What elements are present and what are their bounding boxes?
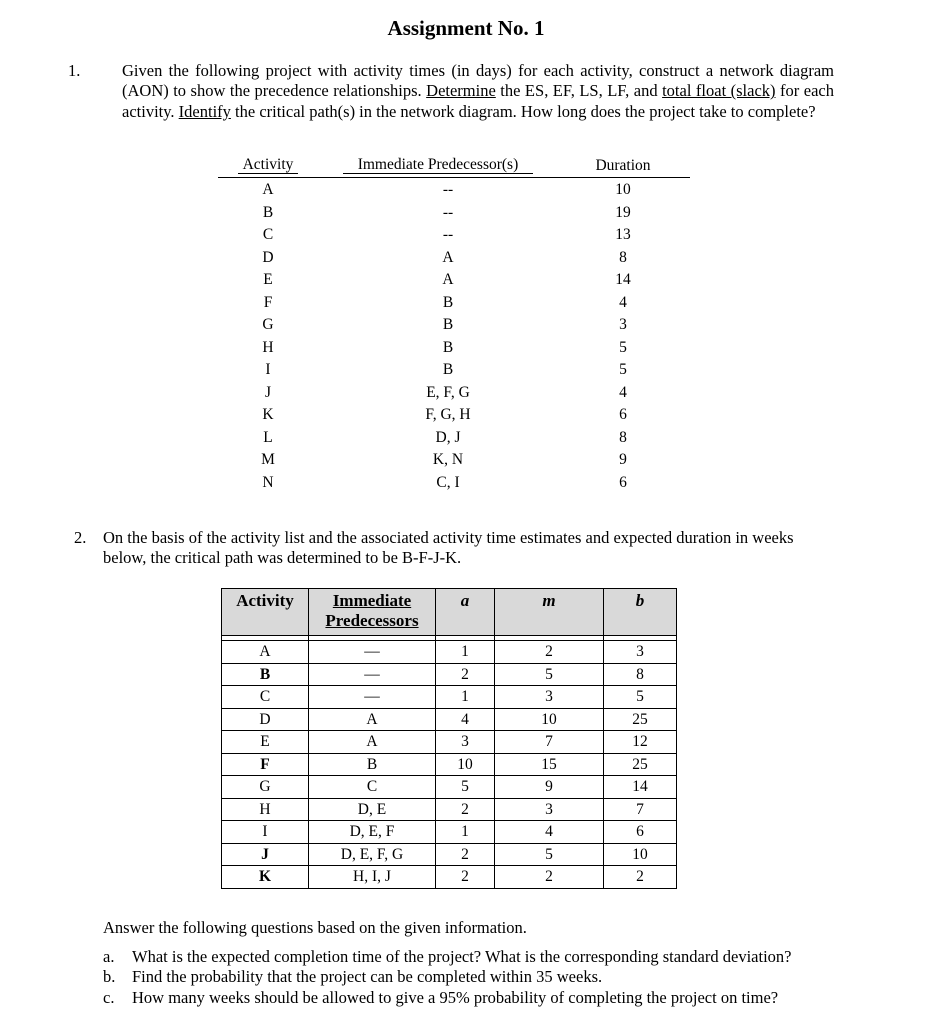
header-predecessors: Immediate Predecessors xyxy=(309,589,436,636)
predecessor-cell: D, J xyxy=(435,428,461,446)
activity-cell: C xyxy=(262,226,274,243)
a-cell: 3 xyxy=(436,731,495,754)
header-activity: Activity xyxy=(238,157,298,174)
duration-cell: 9 xyxy=(619,451,627,468)
activity-cell: J xyxy=(222,843,309,866)
table-row xyxy=(218,246,690,269)
duration-cell: 4 xyxy=(619,383,627,401)
sub-question-text: How many weeks should be allowed to give a 95% probability of completing the project on time? xyxy=(132,988,779,1007)
activity-cell: G xyxy=(262,316,274,333)
question-2-text: On the basis of the activity list and the associated activity time estimates and expected duration in weeks below, the critical path was determined to be B-F-J-K. xyxy=(103,528,794,568)
duration-cell: 19 xyxy=(615,203,631,221)
sub-question-marker: a. xyxy=(103,947,115,966)
sub-question-text: What is the expected completion time of the project? What is the corresponding standard deviation? xyxy=(132,947,792,966)
a-cell: 2 xyxy=(436,663,495,686)
b-cell: 10 xyxy=(604,843,677,866)
predecessor-cell: -- xyxy=(442,181,454,198)
m-cell: 2 xyxy=(495,641,604,664)
m-cell: 4 xyxy=(495,821,604,844)
predecessor-cell: E, F, G xyxy=(426,383,470,401)
header-b: b xyxy=(604,589,677,636)
b-cell: 8 xyxy=(604,663,677,686)
predecessor-cell: A xyxy=(442,271,454,288)
activity-cell: F xyxy=(222,753,309,776)
predecessor-cell: — xyxy=(309,686,436,709)
a-cell: 2 xyxy=(436,798,495,821)
predecessor-cell: A xyxy=(309,731,436,754)
header-duration: Duration xyxy=(595,157,651,174)
table-row xyxy=(222,821,677,844)
sub-question-marker: c. xyxy=(103,988,115,1007)
duration-cell: 4 xyxy=(619,293,627,311)
b-cell: 12 xyxy=(604,731,677,754)
duration-cell: 3 xyxy=(619,316,627,333)
a-cell: 1 xyxy=(436,686,495,709)
b-cell: 2 xyxy=(604,866,677,889)
table-row xyxy=(222,866,677,889)
duration-cell: 5 xyxy=(619,338,627,356)
table-row xyxy=(222,663,677,686)
header-a: a xyxy=(436,589,495,636)
activity-cell: F xyxy=(263,293,273,311)
question-2-number: 2. xyxy=(74,528,87,547)
activity-cell: A xyxy=(262,181,274,198)
duration-cell: 14 xyxy=(615,271,631,288)
table-row xyxy=(218,403,690,426)
predecessor-cell: D, E, F, G xyxy=(309,843,436,866)
activity-table-1 xyxy=(218,155,690,493)
predecessor-cell: A xyxy=(442,248,454,266)
predecessor-cell: A xyxy=(309,708,436,731)
q1-text-part: Given the following project with activity times (in days) for each activity, construct a network diagram (AON) to show the precedence relationships. xyxy=(122,61,834,101)
activity-cell: I xyxy=(222,821,309,844)
predecessor-cell: B xyxy=(309,753,436,776)
predecessor-cell: B xyxy=(442,361,454,378)
predecessor-cell: F, G, H xyxy=(425,406,471,423)
duration-cell: 6 xyxy=(619,406,627,423)
table-2-body xyxy=(222,636,677,889)
predecessor-cell: B xyxy=(442,316,454,333)
table-row xyxy=(222,641,677,664)
activity-cell: A xyxy=(222,641,309,664)
b-cell: 5 xyxy=(604,686,677,709)
m-cell: 7 xyxy=(495,731,604,754)
table-row xyxy=(222,798,677,821)
activity-cell: D xyxy=(262,248,274,266)
question-1-text xyxy=(122,61,834,122)
answer-intro: Answer the following questions based on the given information. xyxy=(103,918,527,937)
a-cell: 1 xyxy=(436,821,495,844)
table-2-header xyxy=(222,589,677,636)
b-cell: 25 xyxy=(604,708,677,731)
activity-cell: E xyxy=(263,271,273,288)
activity-cell: C xyxy=(222,686,309,709)
predecessor-cell: D, E, F xyxy=(309,821,436,844)
activity-cell: K xyxy=(222,866,309,889)
table-row xyxy=(218,268,690,291)
m-cell: 3 xyxy=(495,798,604,821)
m-cell: 5 xyxy=(495,663,604,686)
m-cell: 2 xyxy=(495,866,604,889)
predecessor-cell: — xyxy=(309,641,436,664)
b-cell: 3 xyxy=(604,641,677,664)
table-row xyxy=(222,843,677,866)
activity-cell: B xyxy=(222,663,309,686)
q1-underlined-identify: Identify xyxy=(178,101,231,121)
activity-cell: L xyxy=(263,428,273,446)
header-m: m xyxy=(495,589,604,636)
predecessor-cell: K, N xyxy=(432,451,464,468)
table-row xyxy=(218,201,690,224)
activity-cell: M xyxy=(261,451,275,468)
m-cell: 3 xyxy=(495,686,604,709)
predecessor-cell: C xyxy=(309,776,436,799)
header-predecessors: Immediate Predecessor(s) xyxy=(343,157,533,174)
activity-cell: J xyxy=(264,383,272,401)
activity-cell: K xyxy=(262,406,274,423)
activity-cell: N xyxy=(262,473,274,491)
table-row xyxy=(218,381,690,404)
table-row xyxy=(218,471,690,494)
page-title: Assignment No. 1 xyxy=(387,16,545,40)
question-1-number: 1. xyxy=(68,61,81,80)
activity-cell: B xyxy=(262,203,274,221)
table-row xyxy=(222,731,677,754)
a-cell: 1 xyxy=(436,641,495,664)
duration-cell: 8 xyxy=(619,428,627,446)
table-row xyxy=(218,448,690,471)
q1-text-part: for each activity. xyxy=(122,81,834,121)
table-row xyxy=(222,708,677,731)
table-row xyxy=(222,753,677,776)
activity-table-2 xyxy=(221,588,677,889)
table-row xyxy=(218,291,690,314)
activity-cell: H xyxy=(222,798,309,821)
table-row xyxy=(218,358,690,381)
duration-cell: 5 xyxy=(619,361,627,378)
m-cell: 10 xyxy=(495,708,604,731)
a-cell: 2 xyxy=(436,866,495,889)
table-row xyxy=(222,686,677,709)
table-row xyxy=(222,776,677,799)
duration-cell: 6 xyxy=(619,473,627,491)
table-1-header xyxy=(218,155,690,178)
predecessor-cell: H, I, J xyxy=(309,866,436,889)
m-cell: 9 xyxy=(495,776,604,799)
activity-cell: H xyxy=(262,338,274,356)
table-row xyxy=(218,178,690,201)
duration-cell: 8 xyxy=(619,248,627,266)
a-cell: 2 xyxy=(436,843,495,866)
header-activity: Activity xyxy=(222,589,309,636)
q1-underlined-float: total float (slack) xyxy=(662,81,776,101)
table-1-body xyxy=(218,178,690,493)
table-row xyxy=(218,426,690,449)
m-cell: 5 xyxy=(495,843,604,866)
duration-cell: 10 xyxy=(615,181,631,198)
activity-cell: D xyxy=(222,708,309,731)
activity-cell: I xyxy=(265,361,271,378)
predecessor-cell: B xyxy=(442,293,454,311)
predecessor-cell: D, E xyxy=(309,798,436,821)
table-row xyxy=(218,313,690,336)
a-cell: 10 xyxy=(436,753,495,776)
predecessor-cell: B xyxy=(442,338,454,356)
b-cell: 7 xyxy=(604,798,677,821)
a-cell: 5 xyxy=(436,776,495,799)
table-row xyxy=(218,336,690,359)
b-cell: 14 xyxy=(604,776,677,799)
table-row xyxy=(218,223,690,246)
q1-text-part: the critical path(s) in the network diagram. How long does the project take to complete? xyxy=(230,101,816,121)
duration-cell: 13 xyxy=(615,226,631,243)
a-cell: 4 xyxy=(436,708,495,731)
sub-question-marker: b. xyxy=(103,967,116,986)
q1-text-part: the ES, EF, LS, LF, and xyxy=(495,81,663,101)
sub-question-text: Find the probability that the project can be completed within 35 weeks. xyxy=(132,967,603,986)
m-cell: 15 xyxy=(495,753,604,776)
q1-underlined-determine: Determine xyxy=(426,81,496,101)
predecessor-cell: -- xyxy=(442,226,454,243)
predecessor-cell: C, I xyxy=(436,473,460,491)
b-cell: 6 xyxy=(604,821,677,844)
predecessor-cell: — xyxy=(309,663,436,686)
b-cell: 25 xyxy=(604,753,677,776)
predecessor-cell: -- xyxy=(442,203,454,221)
activity-cell: G xyxy=(222,776,309,799)
activity-cell: E xyxy=(222,731,309,754)
